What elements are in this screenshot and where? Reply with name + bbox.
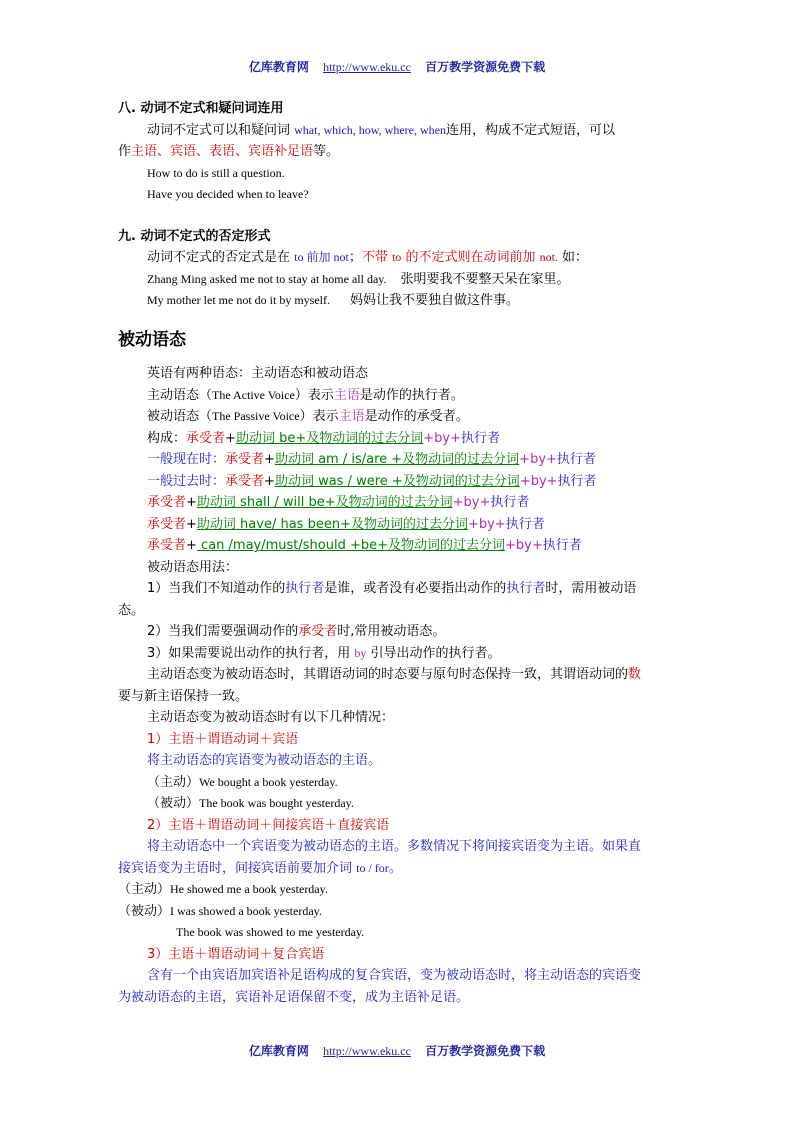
case-2-description-cont (118, 858, 678, 880)
footer-url-link[interactable]: http://www.eku.cc (323, 1044, 411, 1058)
text: + (186, 516, 197, 532)
text: （主动） (147, 774, 200, 790)
paragraph (118, 385, 678, 407)
text: + (225, 430, 236, 446)
text: + (264, 452, 275, 467)
paragraph: 被动语态用法： (147, 559, 239, 575)
text: 助动词 have/ has been+及物动词的过去分词 (196, 516, 468, 532)
paragraph (118, 406, 678, 428)
text: 接宾语变为主语时，间接宾语前要加介词 (118, 860, 357, 876)
formula-line (118, 428, 678, 450)
text: 主动语态（ (147, 387, 213, 403)
text: （主动） (118, 882, 171, 897)
text: what, which, how, where, when (294, 122, 446, 137)
text: 。 (388, 860, 402, 876)
passive-voice-heading: 被动语态 (118, 329, 186, 350)
text: 主动语态变为被动语态时，其谓语动词的时态要与原句时态保持一致，其谓语动词的 (147, 667, 629, 682)
text: ； (348, 250, 362, 265)
case-1-description: 将主动语态的宾语变为被动语态的主语。 (147, 753, 382, 768)
text: 助动词 be+及物动词的过去分词 (235, 430, 424, 446)
section-8-heading: 八. 动词不定式和疑问词连用 (118, 101, 284, 116)
text: 执行者 (490, 495, 530, 510)
page-header (0, 58, 794, 75)
text: +by+ (467, 516, 506, 532)
text: + (186, 495, 197, 510)
text: 是动作的执行者。 (359, 387, 464, 403)
paragraph: 要与新主语保持一致。 (118, 688, 249, 704)
text: 承受者 (147, 516, 187, 532)
usage-item-cont: 态。 (118, 602, 145, 618)
text: +by+ (519, 473, 558, 489)
text: 一般现在时： (147, 452, 226, 467)
text: We bought a book yesterday. (199, 774, 338, 789)
formula-line (118, 449, 678, 471)
paragraph (118, 141, 678, 163)
example-sentence: Have you decided when to leave? (147, 187, 309, 201)
case-2-heading: 2）主语＋谓语动词＋间接宾语＋直接宾语 (147, 817, 390, 833)
example-sentence (118, 290, 678, 312)
text: （被动） (118, 903, 171, 919)
text: 助动词 shall / will be+及物动词的过去分词 (196, 495, 453, 510)
document-body (118, 98, 678, 1008)
text: I was showed a book yesterday. (170, 903, 322, 918)
text: 主语 (333, 387, 360, 403)
text: + (264, 473, 275, 489)
text: 作 (118, 144, 132, 159)
paragraph: 主动语态变为被动语态时有以下几种情况： (147, 710, 395, 725)
text: 不带 (361, 250, 392, 265)
text: The Active Voice (212, 387, 295, 402)
text: 连用，构成不定式短语，可以 (446, 122, 616, 138)
text: 是谁，或者没有必要指出动作的 (324, 581, 507, 596)
case-3-description: 含有一个由宾语加宾语补足语构成的复合宾语，变为被动语态时，将主动语态的宾语变 (147, 968, 642, 983)
text: 承受者 (225, 452, 265, 467)
text: 动词不定式可以和疑问词 (147, 122, 295, 138)
text: 2）当我们需要强调动作的 (147, 624, 299, 639)
text: 执行者 (557, 473, 597, 489)
text: ）表示 (294, 387, 334, 403)
text: 妈妈让我不要独自做这件事。 (349, 293, 519, 308)
text: The Passive Voice (212, 409, 300, 423)
formula-line (118, 514, 678, 536)
text: to 前加 not (294, 250, 349, 264)
text: 时,常用被动语态。 (337, 624, 446, 639)
text: not. (539, 250, 558, 264)
text: +by+ (452, 495, 491, 510)
formula-line (118, 535, 678, 557)
usage-item (118, 578, 678, 600)
text: to / for (356, 860, 389, 875)
text: by (354, 645, 367, 660)
formula-line (118, 492, 678, 514)
example-sentence (118, 879, 678, 901)
paragraph: 英语有两种语态：主动语态和被动语态 (147, 366, 369, 381)
text: 承受者 (186, 430, 226, 446)
example-sentence: The book was showed to me yesterday. (176, 925, 365, 939)
case-2-description: 将主动语态中一个宾语变为被动语态的主语。多数情况下将间接宾语变为主语。如果直 (147, 839, 642, 854)
text: 张明要我不要整天呆在家里。 (400, 271, 570, 287)
text: 执行者 (505, 516, 545, 532)
example-sentence (118, 269, 678, 291)
example-sentence (118, 901, 678, 923)
text: to (391, 250, 402, 264)
text: 构成： (147, 430, 187, 446)
example-sentence: How to do is still a question. (147, 165, 285, 180)
footer-slogan: 百万教学资源免费下载 (425, 1044, 546, 1058)
text: +by+ (423, 430, 461, 446)
case-3-heading: 3）主语＋谓语动词＋复合宾语 (147, 946, 325, 962)
text: 助动词 am / is/are +及物动词的过去分词 (274, 452, 520, 467)
text: 执行者 (460, 430, 500, 446)
text: 一般过去时： (147, 473, 226, 489)
text: 被动语态（ (147, 409, 213, 424)
header-site-name: 亿库教育网 (248, 60, 309, 74)
text: 执行者 (506, 581, 546, 596)
text: 执行者 (556, 452, 596, 467)
text: 承受者 (147, 495, 187, 510)
section-9-heading: 九. 动词不定式的否定形式 (118, 228, 271, 244)
text: 的不定式则在动词前加 (401, 250, 540, 265)
text: can /may/must/should +be+及物动词的过去分词 (196, 538, 506, 553)
text: 等。 (313, 144, 340, 159)
paragraph (118, 664, 678, 686)
text: My mother let me not do it by myself. (147, 293, 330, 307)
text: 时，需用被动语 (545, 581, 637, 596)
text: ）表示 (299, 409, 339, 424)
example-sentence (118, 793, 678, 815)
text: The book was bought yesterday. (199, 796, 354, 810)
text: 如： (557, 250, 589, 265)
text: 引导出动作的执行者。 (366, 645, 501, 661)
example-sentence (118, 772, 678, 794)
paragraph (118, 247, 678, 269)
text: 承受者 (147, 538, 187, 553)
page-footer (0, 1042, 794, 1059)
header-url-link[interactable]: http://www.eku.cc (323, 60, 411, 74)
text: 主语、宾语、表语、宾语补足语 (131, 144, 314, 159)
text: 数 (628, 667, 642, 682)
text: 1）当我们不知道动作的 (147, 581, 286, 596)
paragraph (118, 120, 678, 142)
text: 是动作的承受者。 (364, 409, 469, 424)
formula-line (118, 471, 678, 493)
case-3-description-cont: 为被动语态的主语，宾语补足语保留不变，成为主语补足语。 (118, 989, 470, 1005)
text: 承受者 (225, 473, 265, 489)
text: 助动词 was / were +及物动词的过去分词 (274, 473, 520, 489)
text: + (186, 538, 197, 553)
text: 3）如果需要说出动作的执行者，用 (147, 645, 355, 661)
text: （被动） (147, 796, 200, 811)
text: He showed me a book yesterday. (170, 882, 328, 896)
text: 主语 (338, 409, 365, 424)
text: 执行者 (542, 538, 582, 553)
usage-item (118, 643, 678, 665)
text: 动词不定式的否定式是在 (147, 250, 295, 265)
header-slogan: 百万教学资源免费下载 (425, 60, 546, 74)
footer-site-name: 亿库教育网 (248, 1044, 309, 1058)
text: +by+ (519, 452, 557, 467)
text: 执行者 (285, 581, 325, 596)
usage-item (118, 621, 678, 643)
case-1-heading: 1）主语＋谓语动词＋宾语 (147, 731, 299, 747)
text: 承受者 (298, 624, 338, 639)
text: +by+ (505, 538, 543, 553)
text: Zhang Ming asked me not to stay at home all day. (147, 271, 387, 286)
